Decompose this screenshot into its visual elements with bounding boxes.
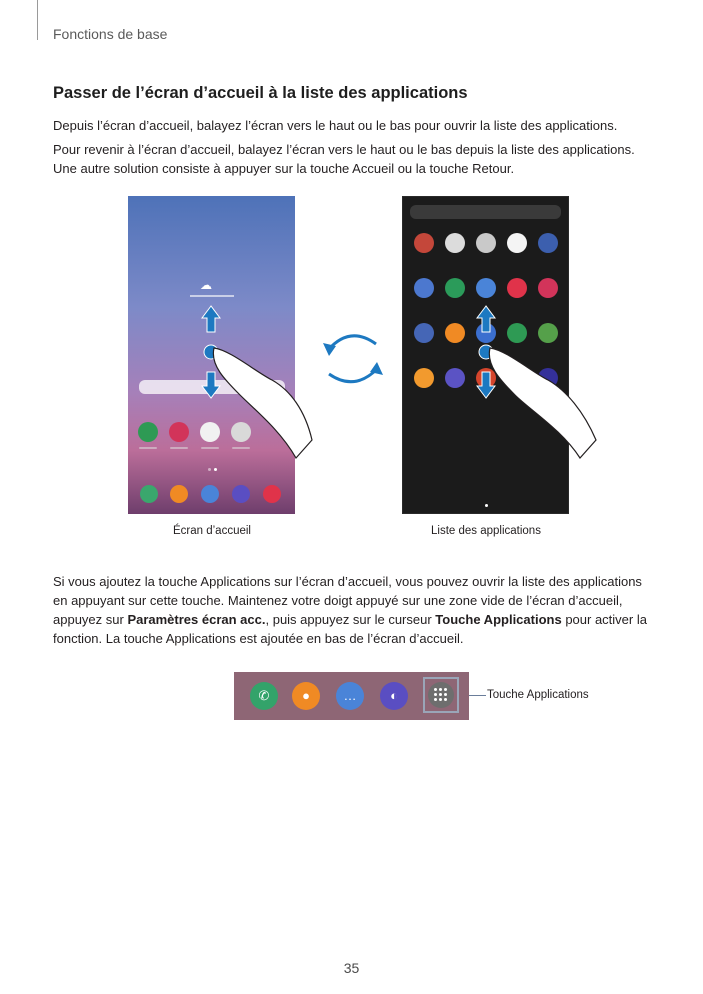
callout-line	[469, 695, 486, 696]
messages-icon: …	[336, 682, 364, 710]
paragraph-3	[53, 572, 653, 648]
paragraph-3-text-c: , puis appuyez sur le curseur	[265, 612, 436, 627]
apps-grid-icon	[428, 682, 454, 708]
page-number: 35	[343, 960, 360, 976]
section-label: Fonctions de base	[53, 26, 168, 42]
page-heading: Passer de l’écran d’accueil à la liste des applications	[53, 84, 468, 102]
paragraph-3-text-a: Si vous ajoutez la touche Applications sur l’écran d’accueil, vous pouvez ouvrir la liste des applications en appuyant sur cette touche. Maintenez votre doigt appuyé sur une zone vide de l’écran d’accueil, appuyez sur	[53, 574, 642, 627]
internet-icon: ◐	[380, 682, 408, 710]
apps-button-highlight	[423, 677, 459, 713]
paragraph-2: Pour revenir à l’écran d’accueil, balayez l’écran vers le haut ou le bas depuis la liste des applications. Une autre solution consiste à appuyer sur la touche Accueil ou la touche Retour.	[53, 142, 635, 176]
caption-apps-list: Liste des applications	[431, 525, 541, 537]
dock-bar-illustration	[234, 672, 469, 720]
home-hand-outline	[213, 348, 312, 458]
callout-apps-button: Touche Applications	[487, 689, 589, 701]
paragraph-3-text-e: pour activer la fonction. La touche Applications est ajoutée en bas de l’écran d’accueil.	[53, 612, 647, 646]
phone-icon: ✆	[250, 682, 278, 710]
apps-hand-outline	[489, 348, 596, 458]
paragraph-1: Depuis l’écran d’accueil, balayez l’écran vers le haut ou le bas pour ouvrir la liste des applications.	[53, 118, 618, 133]
apps-button-term: Touche Applications	[435, 612, 562, 627]
rotate-arrow-bottom	[329, 368, 378, 382]
home-settings-term: Paramètres écran acc.	[127, 612, 266, 627]
contacts-icon: ●	[292, 682, 320, 710]
cloud-icon: ☁	[200, 278, 212, 292]
rotate-arrow-top	[328, 336, 376, 350]
caption-home-screen: Écran d’accueil	[173, 525, 251, 537]
